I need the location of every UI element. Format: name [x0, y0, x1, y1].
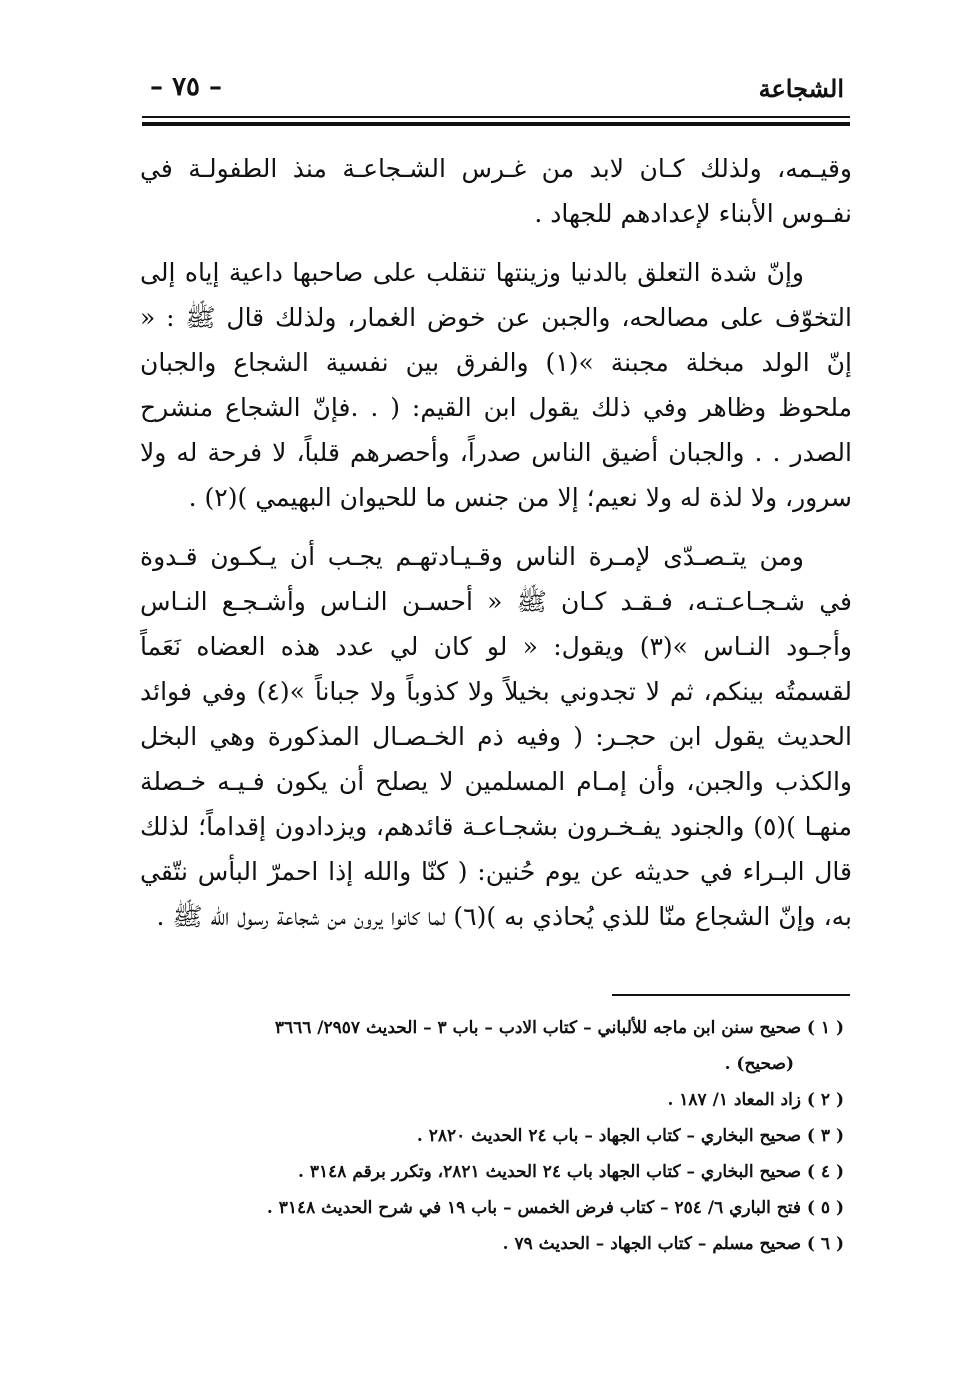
footnote-separator	[612, 994, 850, 996]
header-rule-thin	[142, 116, 850, 118]
page-number: – ٧٥ –	[150, 72, 223, 102]
footnotes	[140, 1010, 850, 1262]
footnote: ( ٤ ) صحيح البخاري – كتاب الجهاد باب ٢٤ الحديث ٢٨٢١، وتكرر برقم ٣١٤٨ .	[298, 1162, 844, 1182]
footnote-continuation: (صحيح) .	[724, 1054, 794, 1074]
header-rule-thick	[142, 122, 850, 126]
footnote: ( ٢ ) زاد المعاد ١/ ١٨٧ .	[667, 1090, 844, 1110]
footnote: ( ٥ ) فتح الباري ٦/ ٢٥٤ – كتاب فرض الخمس – باب ١٩ في شرح الحديث ٣١٤٨ .	[266, 1198, 844, 1218]
paragraph: ومن يتـصـدّى لإمـرة الناس وقـيـادتهـم يجـب أن يـكـون قـدوة في شـجـاعـتـه، فـقـد كـان ﷺ « أحسـن النـاس وأشـجـع النـاس وأجـود النـاس »(٣) ويقول: « لو كان لي عدد هذه العضاه نَعَماً لقسمتُه بينكم، ثم لا تجدوني بخيلاً ولا كذوباً ولا جباناً »(٤) وفي فوائد الحديث يقول ابن حجـر: ( وفيه ذم الخـصـال المذكورة وهي البخل والكذب والجبن، وأن إمـام المسلمين لا يصلح أن يكون فـيـه خـصلة منهـا )(٥) والجنود يفـخـرون بشجـاعـة قائدهم، ويزدادون إقداماً؛ لذلك قال البـراء في حديثه عن يوم حُنين: ( كنّا والله إذا احمرّ البأس نتّقي به، وإنّ الشجاع منّا للذي يُحاذي به )(٦) لما كانوا يرون من شجاعة رسول الله ﷺ .	[140, 542, 852, 931]
paragraph: وإنّ شدة التعلق بالدنيا وزينتها تنقلب على صاحبها داعية إياه إلى التخوّف على مصالحه، والجبن عن خوض الغمار، ولذلك قال ﷺ : « إنّ الولد مبخلة مجبنة »(١) والفرق بين نفسية الشجاع والجبان ملحوظ وظاهر وفي ذلك يقول ابن القيم: ( . .فإنّ الشجاع منشرح الصدر . . والجبان أضيق الناس صدراً، وأحصرهم قلباً، لا فرحة له ولا سرور، ولا لذة له ولا نعيم؛ إلا من جنس ما للحيوان البهيمي )(٢) .	[140, 258, 852, 512]
footnote: ( ٣ ) صحيح البخاري – كتاب الجهاد – باب ٢٤ الحديث ٢٨٢٠ .	[416, 1126, 844, 1146]
chapter-title: الشجاعة	[758, 74, 844, 103]
main-text	[140, 146, 852, 953]
footnote: ( ١ ) صحيح سنن ابن ماجه للألباني – كتاب الادب – باب ٣ – الحديث ٢٩٥٧/ ٣٦٦٦	[274, 1018, 844, 1038]
paragraph: وقيـمه، ولذلك كـان لابد من غـرس الشـجاعـة منذ الطفولـة في نفـوس الأبناء لإعدادهم للجهاد .	[140, 154, 852, 228]
running-header	[140, 70, 850, 110]
footnote: ( ٦ ) صحيح مسلم – كتاب الجهاد – الحديث ٧٩ .	[502, 1234, 844, 1254]
